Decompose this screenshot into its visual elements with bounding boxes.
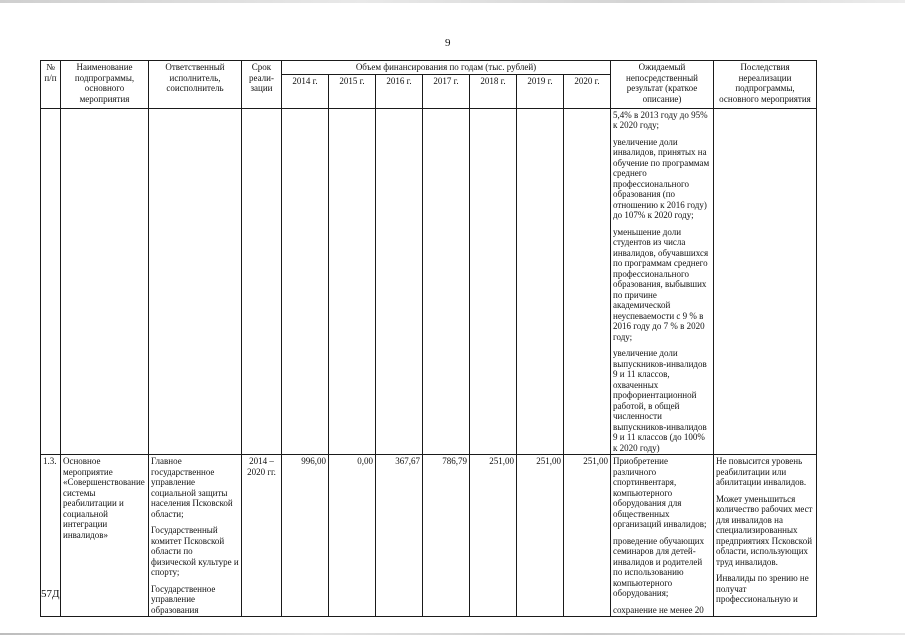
cell-empty	[329, 108, 376, 455]
cell-amount-2014: 996,00	[282, 455, 329, 617]
cell-empty	[282, 108, 329, 455]
cell-amount-2016: 367,67	[376, 455, 423, 617]
program-table	[40, 60, 817, 617]
document-code: 57Д	[41, 588, 60, 600]
header-term: Срок реали- зации	[242, 61, 282, 109]
cell-measure-name: Основное мероприятие «Совершенствование системы реабилитации и социальной интеграции инвалидов»	[61, 455, 149, 617]
scan-edge-bottom	[0, 633, 905, 635]
scan-edge-top	[0, 0, 905, 3]
cell-responsible	[149, 455, 242, 617]
header-result: Ожидаемый непосредственный результат (краткое описание)	[611, 61, 714, 109]
table-row-1-3	[41, 455, 817, 617]
header-name: Наименование подпрограммы, основного мероприятия	[61, 61, 149, 109]
header-year: 2014 г.	[282, 74, 329, 108]
cell-result	[611, 455, 714, 617]
result-item: Приобретение различного спортинвентаря, компьютерного оборудования для общественных организаций инвалидов;	[613, 456, 707, 529]
cell-empty	[564, 108, 611, 455]
result-item: сохранение не менее 20	[613, 604, 704, 615]
cell-empty	[517, 108, 564, 455]
header-year: 2020 г.	[564, 74, 611, 108]
cell-amount-2015: 0,00	[329, 455, 376, 617]
cell-empty	[61, 108, 149, 455]
header-year: 2019 г.	[517, 74, 564, 108]
cell-empty	[149, 108, 242, 455]
cell-amount-2017: 786,79	[423, 455, 470, 617]
cell-consequences	[714, 455, 817, 617]
table-row-continuation	[41, 108, 817, 455]
header-no: № п/п	[41, 61, 61, 109]
result-item: уменьшение доли студентов из числа инвалидов, обучавшихся по программам среднего профессионального образования, выбывших по причине академической неуспеваемости с 9 % в 2016 году до 7 % в 2020 году;	[613, 226, 709, 342]
result-item: проведение обучающих семинаров для детей-инвалидов и родителей по использованию компьютерного оборудования;	[613, 535, 705, 598]
cell-result-continued	[611, 108, 714, 455]
cell-amount-2019: 251,00	[517, 455, 564, 617]
header-consequences: Последствия нереализации подпрограммы, основного мероприятия	[714, 61, 817, 109]
responsible-item: Главное государственное управление социальной защиты населения Псковской области;	[151, 456, 233, 519]
cell-empty	[423, 108, 470, 455]
cell-row-number: 1.3.	[41, 455, 61, 617]
header-year: 2017 г.	[423, 74, 470, 108]
cell-amount-2020: 251,00	[564, 455, 611, 617]
header-year: 2015 г.	[329, 74, 376, 108]
cell-term: 2014 – 2020 гг.	[242, 455, 282, 617]
cell-empty	[242, 108, 282, 455]
cell-empty	[470, 108, 517, 455]
header-year: 2018 г.	[470, 74, 517, 108]
cell-amount-2018: 251,00	[470, 455, 517, 617]
consequence-item: Инвалиды по зрению не получат профессиональную и	[716, 573, 809, 604]
header-responsible: Ответственный исполнитель, соисполнитель	[149, 61, 242, 109]
consequence-item: Не повысится уровень реабилитации или абилитации инвалидов.	[716, 456, 807, 487]
result-item: увеличение доли инвалидов, принятых на обучение по программам среднего профессионального образования (по отношению к 2016 году) до 107% к 2020 году;	[613, 136, 710, 220]
responsible-item: Государственное управление образования	[151, 583, 216, 615]
header-financing: Объем финансирования по годам (тыс. рублей)	[282, 61, 611, 75]
cell-empty	[714, 108, 817, 455]
consequence-item: Может уменьшиться количество рабочих мест для инвалидов на специализированных предприятиях Псковской области, использующих труд инвалидов.	[716, 493, 813, 567]
result-item: 5,4% в 2013 году до 95% к 2020 году;	[613, 109, 708, 130]
responsible-item: Государственный комитет Псковской области по физической культуре и спорту;	[151, 525, 239, 577]
result-item: увеличение доли выпускников-инвалидов 9 и 11 классов, охваченных профориентационной работой, в общей численности выпускников-инвалидов 9 и 11 классов (до 100% к 2020 году)	[613, 348, 707, 453]
cell-empty	[41, 108, 61, 455]
cell-empty	[376, 108, 423, 455]
page-number: 9	[445, 37, 451, 49]
header-year: 2016 г.	[376, 74, 423, 108]
